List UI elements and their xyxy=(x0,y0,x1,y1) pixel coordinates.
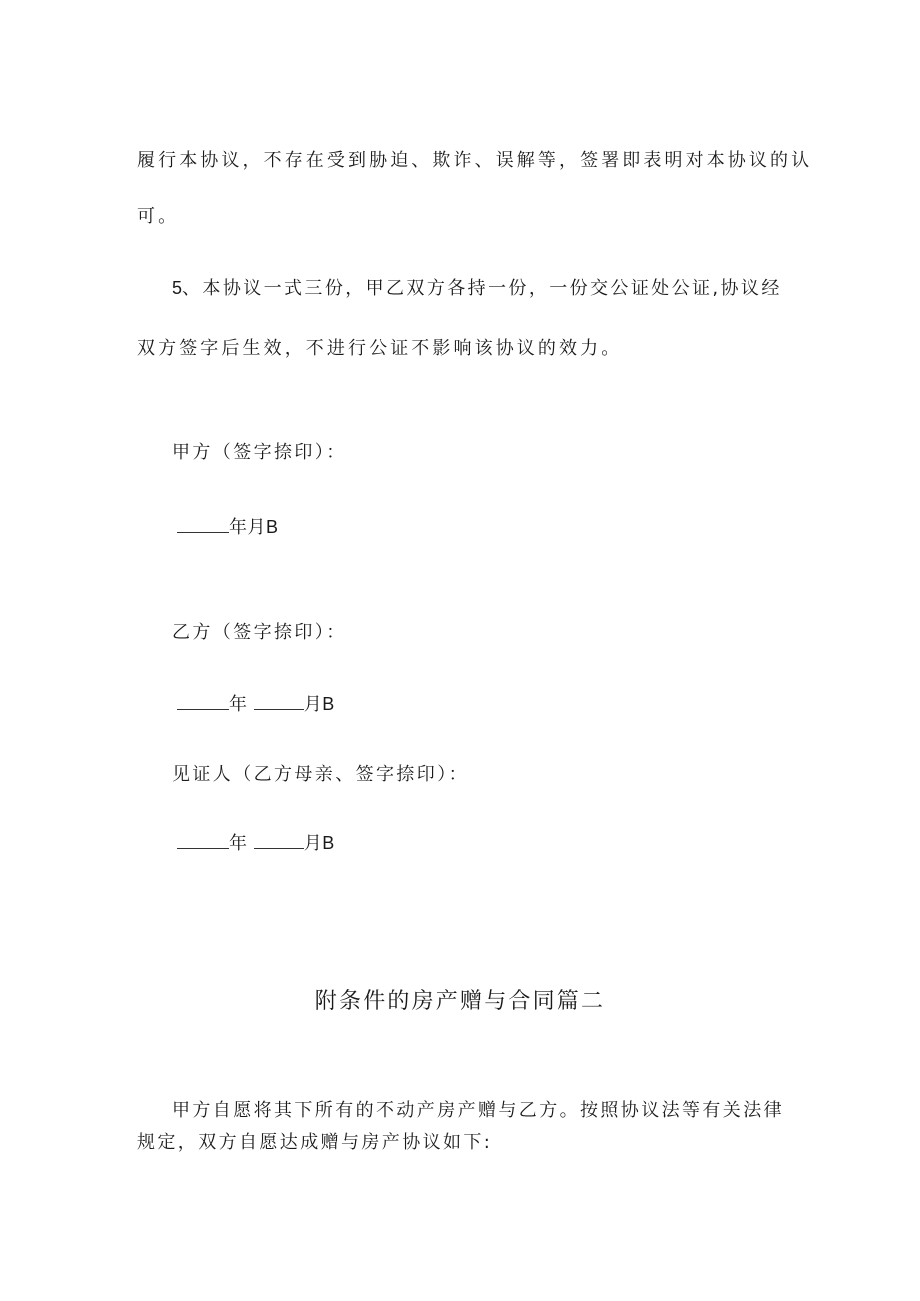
month-blank xyxy=(254,832,304,849)
party-a-date-suffix: B xyxy=(266,517,279,537)
paragraph-4-line-2: 可。 xyxy=(137,206,180,227)
party-b-label: 乙方（签字捺印）： xyxy=(172,622,347,643)
clause-number: 5 xyxy=(172,278,183,298)
paragraph-5-line-1-text: 、本协议一式三份，甲乙双方各持一份，一份交公证处公证,协议经 xyxy=(182,278,782,299)
paragraph-4-line-1: 履行本协议，不存在受到胁迫、欺诈、误解等，签署即表明对本协议的认 xyxy=(137,150,813,171)
party-a-date xyxy=(177,516,278,539)
party-b-year: 年 xyxy=(229,694,248,715)
paragraph-5-line-1 xyxy=(172,277,782,300)
party-a-label: 甲方（签字捺印）： xyxy=(172,442,347,463)
witness-date-suffix: B xyxy=(322,833,335,853)
month-blank xyxy=(254,693,304,710)
intro-line-2: 规定，双方自愿达成赠与房产协议如下: xyxy=(137,1132,493,1153)
party-a-date-text: 年月 xyxy=(229,517,266,538)
witness-date xyxy=(177,832,334,855)
party-b-date-suffix: B xyxy=(322,694,335,714)
intro-line-1: 甲方自愿将其下所有的不动产房产赠与乙方。按照协议法等有关法律 xyxy=(172,1100,784,1121)
section-title: 附条件的房产赠与合同篇二 xyxy=(314,989,606,1014)
witness-month: 月 xyxy=(303,833,323,854)
party-b-date xyxy=(177,693,334,716)
year-blank xyxy=(177,693,229,710)
party-b-month: 月 xyxy=(303,694,323,715)
witness-year: 年 xyxy=(229,833,248,854)
paragraph-5-line-2: 双方签字后生效，不进行公证不影响该协议的效力。 xyxy=(137,338,623,359)
witness-label: 见证人（乙方母亲、签字捺印）： xyxy=(172,764,469,785)
date-blank xyxy=(177,516,229,533)
year-blank xyxy=(177,832,229,849)
